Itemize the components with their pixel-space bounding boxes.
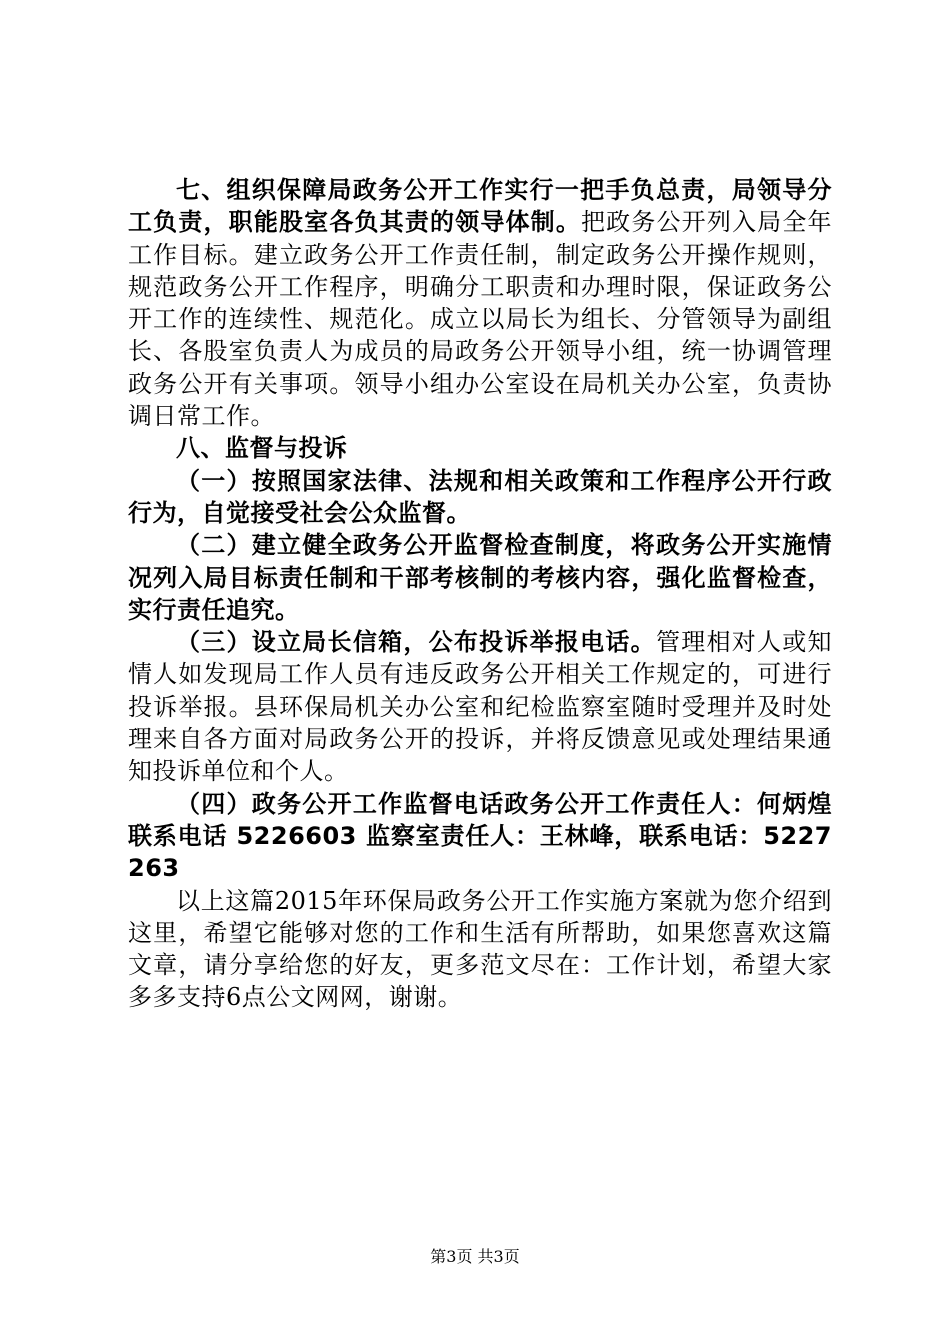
item-4-text: （四）政务公开工作监督电话政务公开工作责任人：何炳煌联系电话 5226603 监察室责任人：王林峰，联系电话：5227263: [128, 789, 832, 883]
paragraph-item-3: [128, 626, 832, 787]
item-2-text: （二）建立健全政务公开监督检查制度，将政务公开实施情况列入局目标责任制和干部考核制的考核内容，强化监督检查，实行责任追究。: [128, 531, 832, 624]
paragraph-organization-heading: 七、组织保障局政务公开工作实行一把手负总责，局领导分工负责，职能股室各负其责的领导体制。: [128, 176, 832, 237]
paragraph-item-1: [128, 465, 832, 530]
item-1-text: （一）按照国家法律、法规和相关政策和工作程序公开行政行为，自觉接受社会公众监督。: [128, 466, 832, 527]
document-body: [128, 174, 832, 1014]
paragraph-supervision-heading: [128, 432, 832, 464]
paragraph-item-2: [128, 529, 832, 626]
item-3-text: 管理相对人或知情人如发现局工作人员有违反政务公开相关工作规定的，可进行投诉举报。县环保局机关办公室和纪检监察室随时受理并及时处理来自各方面对局政务公开的投诉，并将反馈意见或处理结果通知投诉单位和个人。: [128, 628, 833, 786]
item-3-heading: （三）设立局长信箱，公布投诉举报电话。: [176, 628, 656, 657]
paragraph-item-4: [128, 788, 832, 885]
paragraph-closing: [128, 885, 832, 1014]
paragraph-organization: [128, 174, 832, 432]
supervision-heading: 八、监督与投诉: [176, 434, 348, 463]
paragraph-organization-text: 把政务公开列入局全年工作目标。建立政务公开工作责任制，制定政务公开操作规则，规范政务公开工作程序，明确分工职责和办理时限，保证政务公开工作的连续性、规范化。成立以局长为组长、分管领导为副组长、各股室负责人为成员的局政务公开领导小组，统一协调管理政务公开有关事项。领导小组办公室设在局机关办公室，负责协调日常工作。: [128, 208, 832, 431]
page-number-footer: 第3页 共3页: [430, 1247, 520, 1266]
closing-text: 以上这篇2015年环保局政务公开工作实施方案就为您介绍到这里，希望它能够对您的工作和生活有所帮助，如果您喜欢这篇文章，请分享给您的好友，更多范文尽在：工作计划，希望大家多多支持6点公文网网，谢谢。: [128, 886, 832, 1012]
